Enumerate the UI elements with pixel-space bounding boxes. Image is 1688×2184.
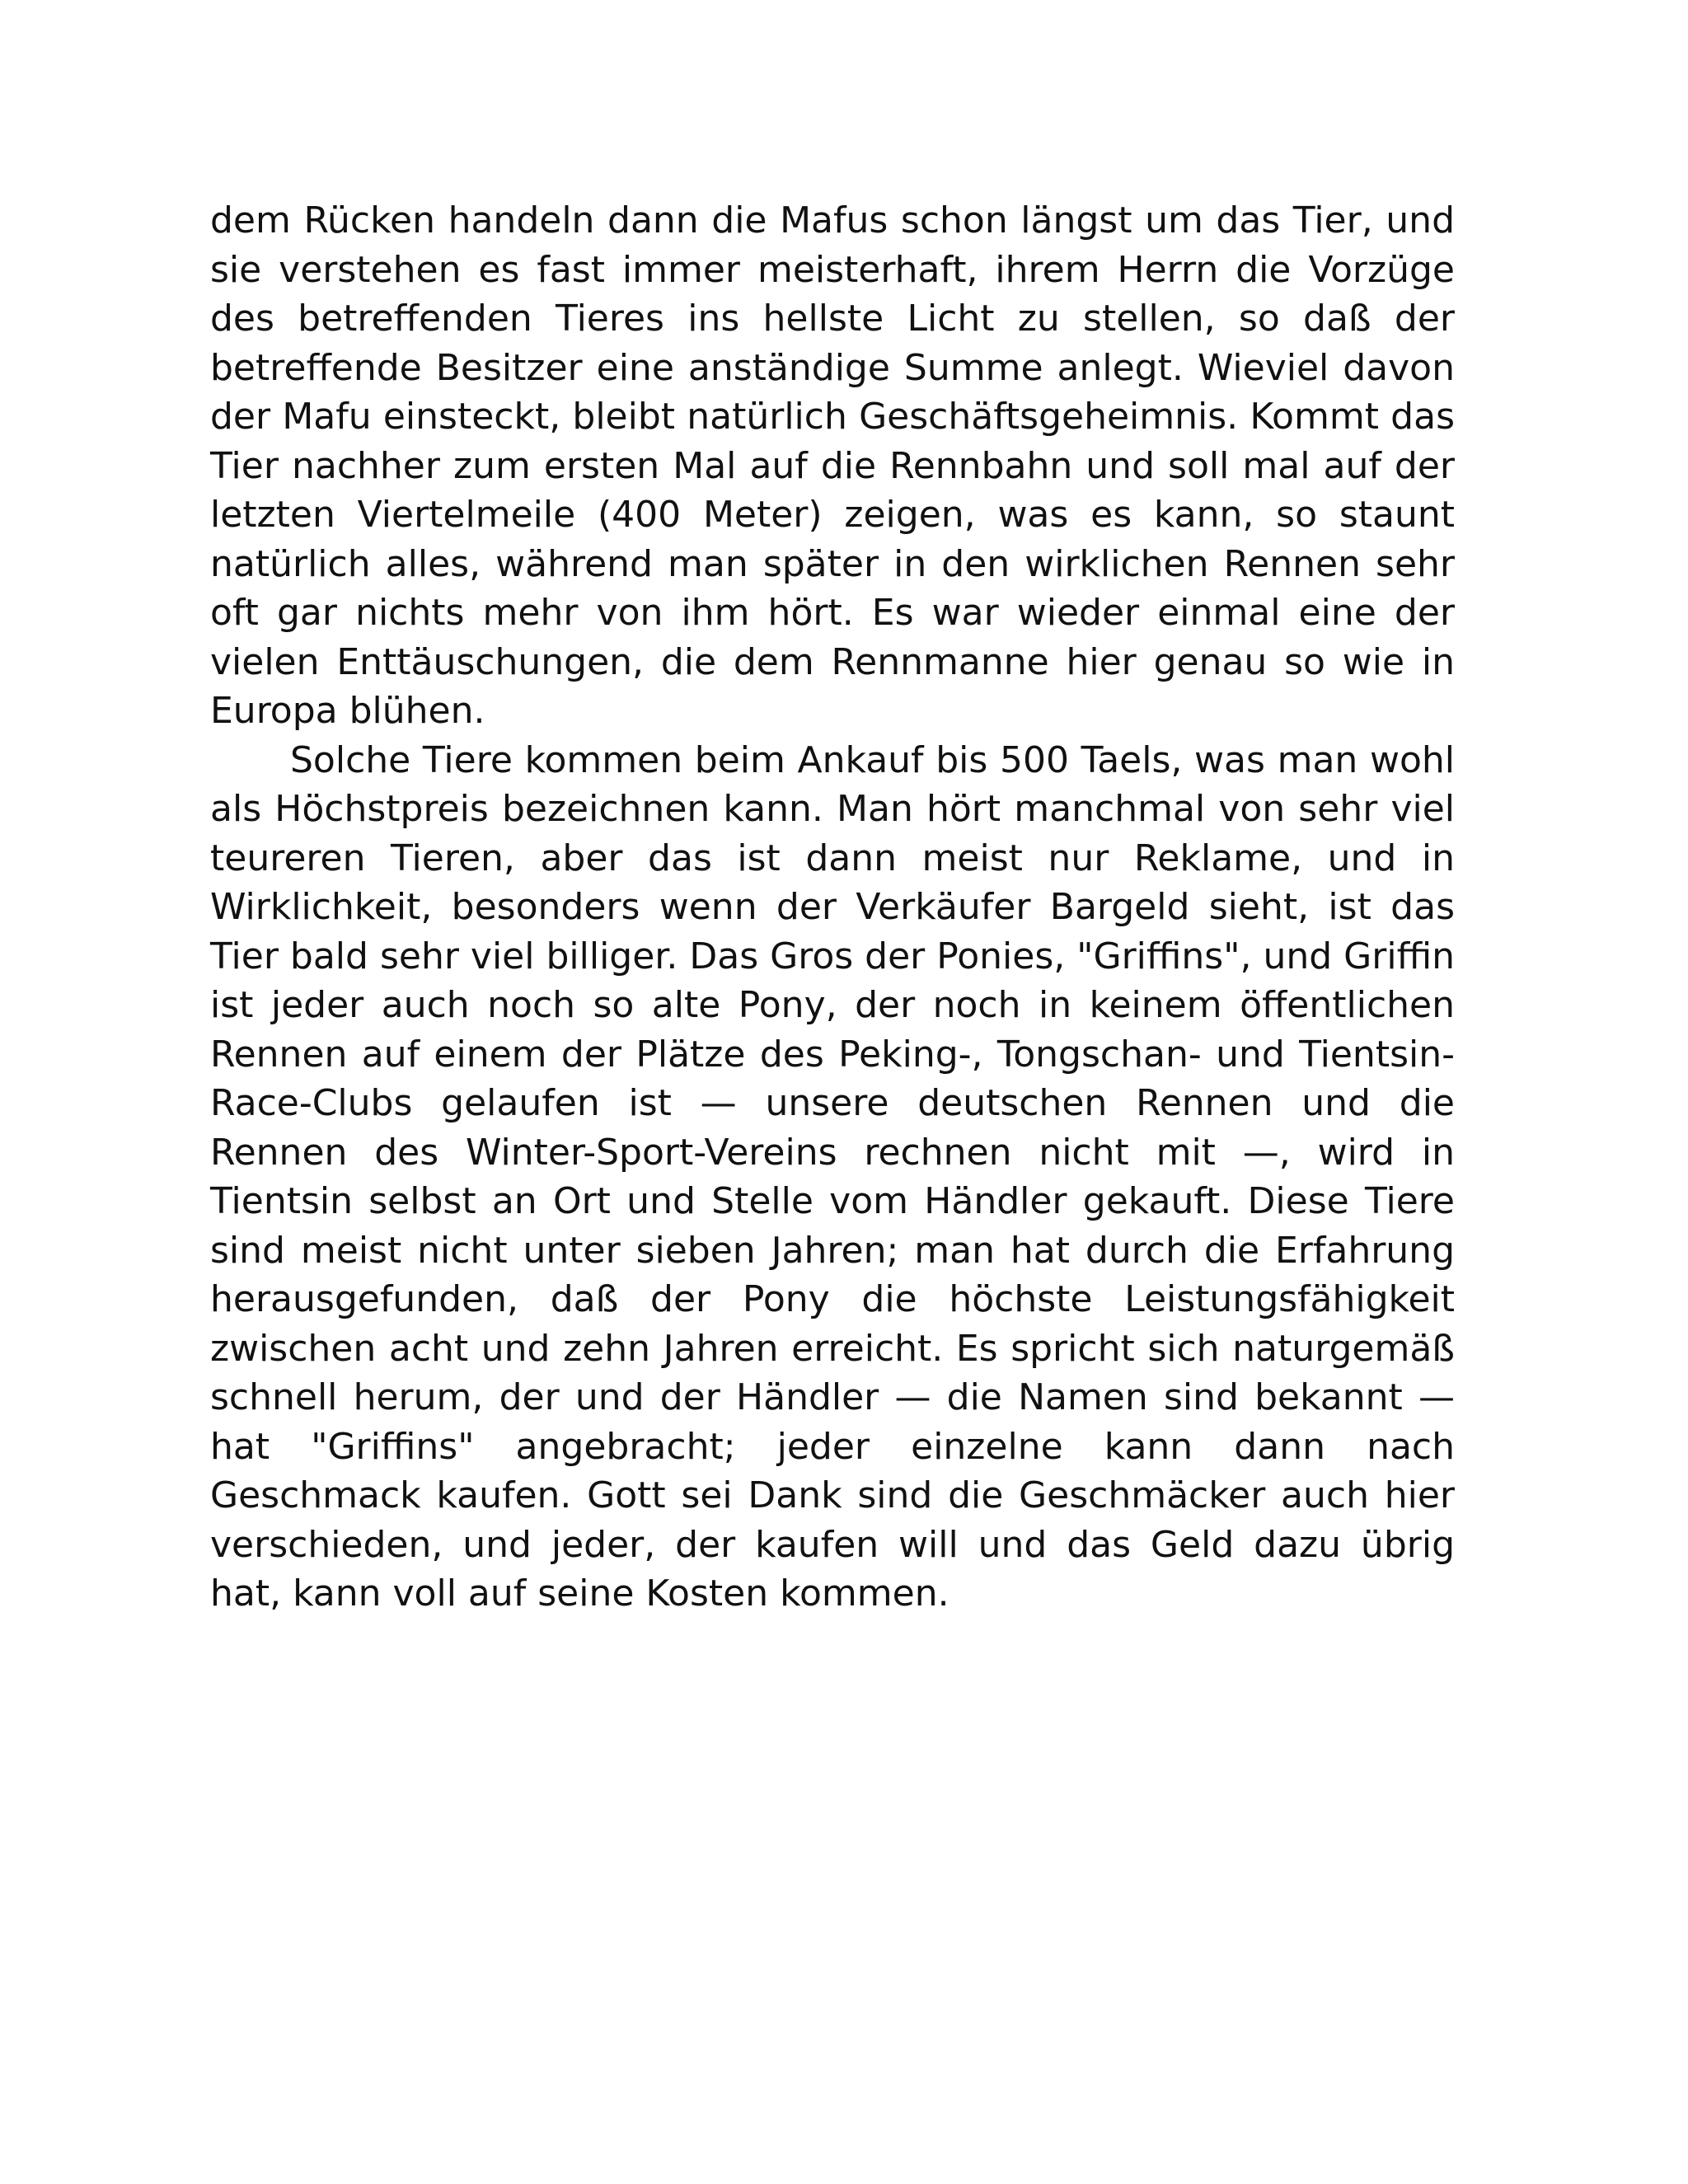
- paragraph-continuation: dem Rücken handeln dann die Mafus schon längst um das Tier, und sie verstehen es fast immer meisterhaft, ihrem Herrn die Vorzüge des betreffenden Tieres ins hellste Licht zu stellen, so daß der betreffende Besitzer eine anständige Summe anlegt. Wieviel davon der Mafu einsteckt, bleibt natürlich Geschäftsgeheimnis. Kommt das Tier nachher zum ersten Mal auf die Rennbahn und soll mal auf der letzten Viertelmeile (400 Meter) zeigen, was es kann, so staunt natürlich alles, während man später in den wirklichen Rennen sehr oft gar nichts mehr von ihm hört. Es war wieder einmal eine der vielen Enttäuschungen, die dem Rennmanne hier genau so wie in Europa blühen.: [210, 199, 1455, 732]
- paragraph-ponies-purchase: Solche Tiere kommen beim Ankauf bis 500 Taels, was man wohl als Höchstpreis bezeichnen kann. Man hört manchmal von sehr viel teureren Tieren, aber das ist dann meist nur Reklame, und in Wirklichkeit, besonders wenn der Verkäufer Bargeld sieht, ist das Tier bald sehr viel billiger. Das Gros der Ponies, "Griffins", und Griffin ist jeder auch noch so alte Pony, der noch in keinem öffentlichen Rennen auf einem der Plätze des Peking-, Tongschan- und Tientsin-Race-Clubs gelaufen ist — unsere deutschen Rennen und die Rennen des Winter-Sport-Vereins rechnen nicht mit —, wird in Tientsin selbst an Ort und Stelle vom Händler gekauft. Diese Tiere sind meist nicht unter sieben Jahren; man hat durch die Erfahrung herausgefunden, daß der Pony die höchste Leistungsfähigkeit zwischen acht und zehn Jahren erreicht. Es spricht sich naturgemäß schnell herum, der und der Händler — die Namen sind bekannt — hat "Griffins" angebracht; jeder einzelne kann dann nach Geschmack kaufen. Gott sei Dank sind die Geschmäcker auch hier verschieden, und jeder, der kaufen will und das Geld dazu übrig hat, kann voll auf seine Kosten kommen.: [210, 738, 1455, 1615]
- body-text: [210, 196, 1455, 1619]
